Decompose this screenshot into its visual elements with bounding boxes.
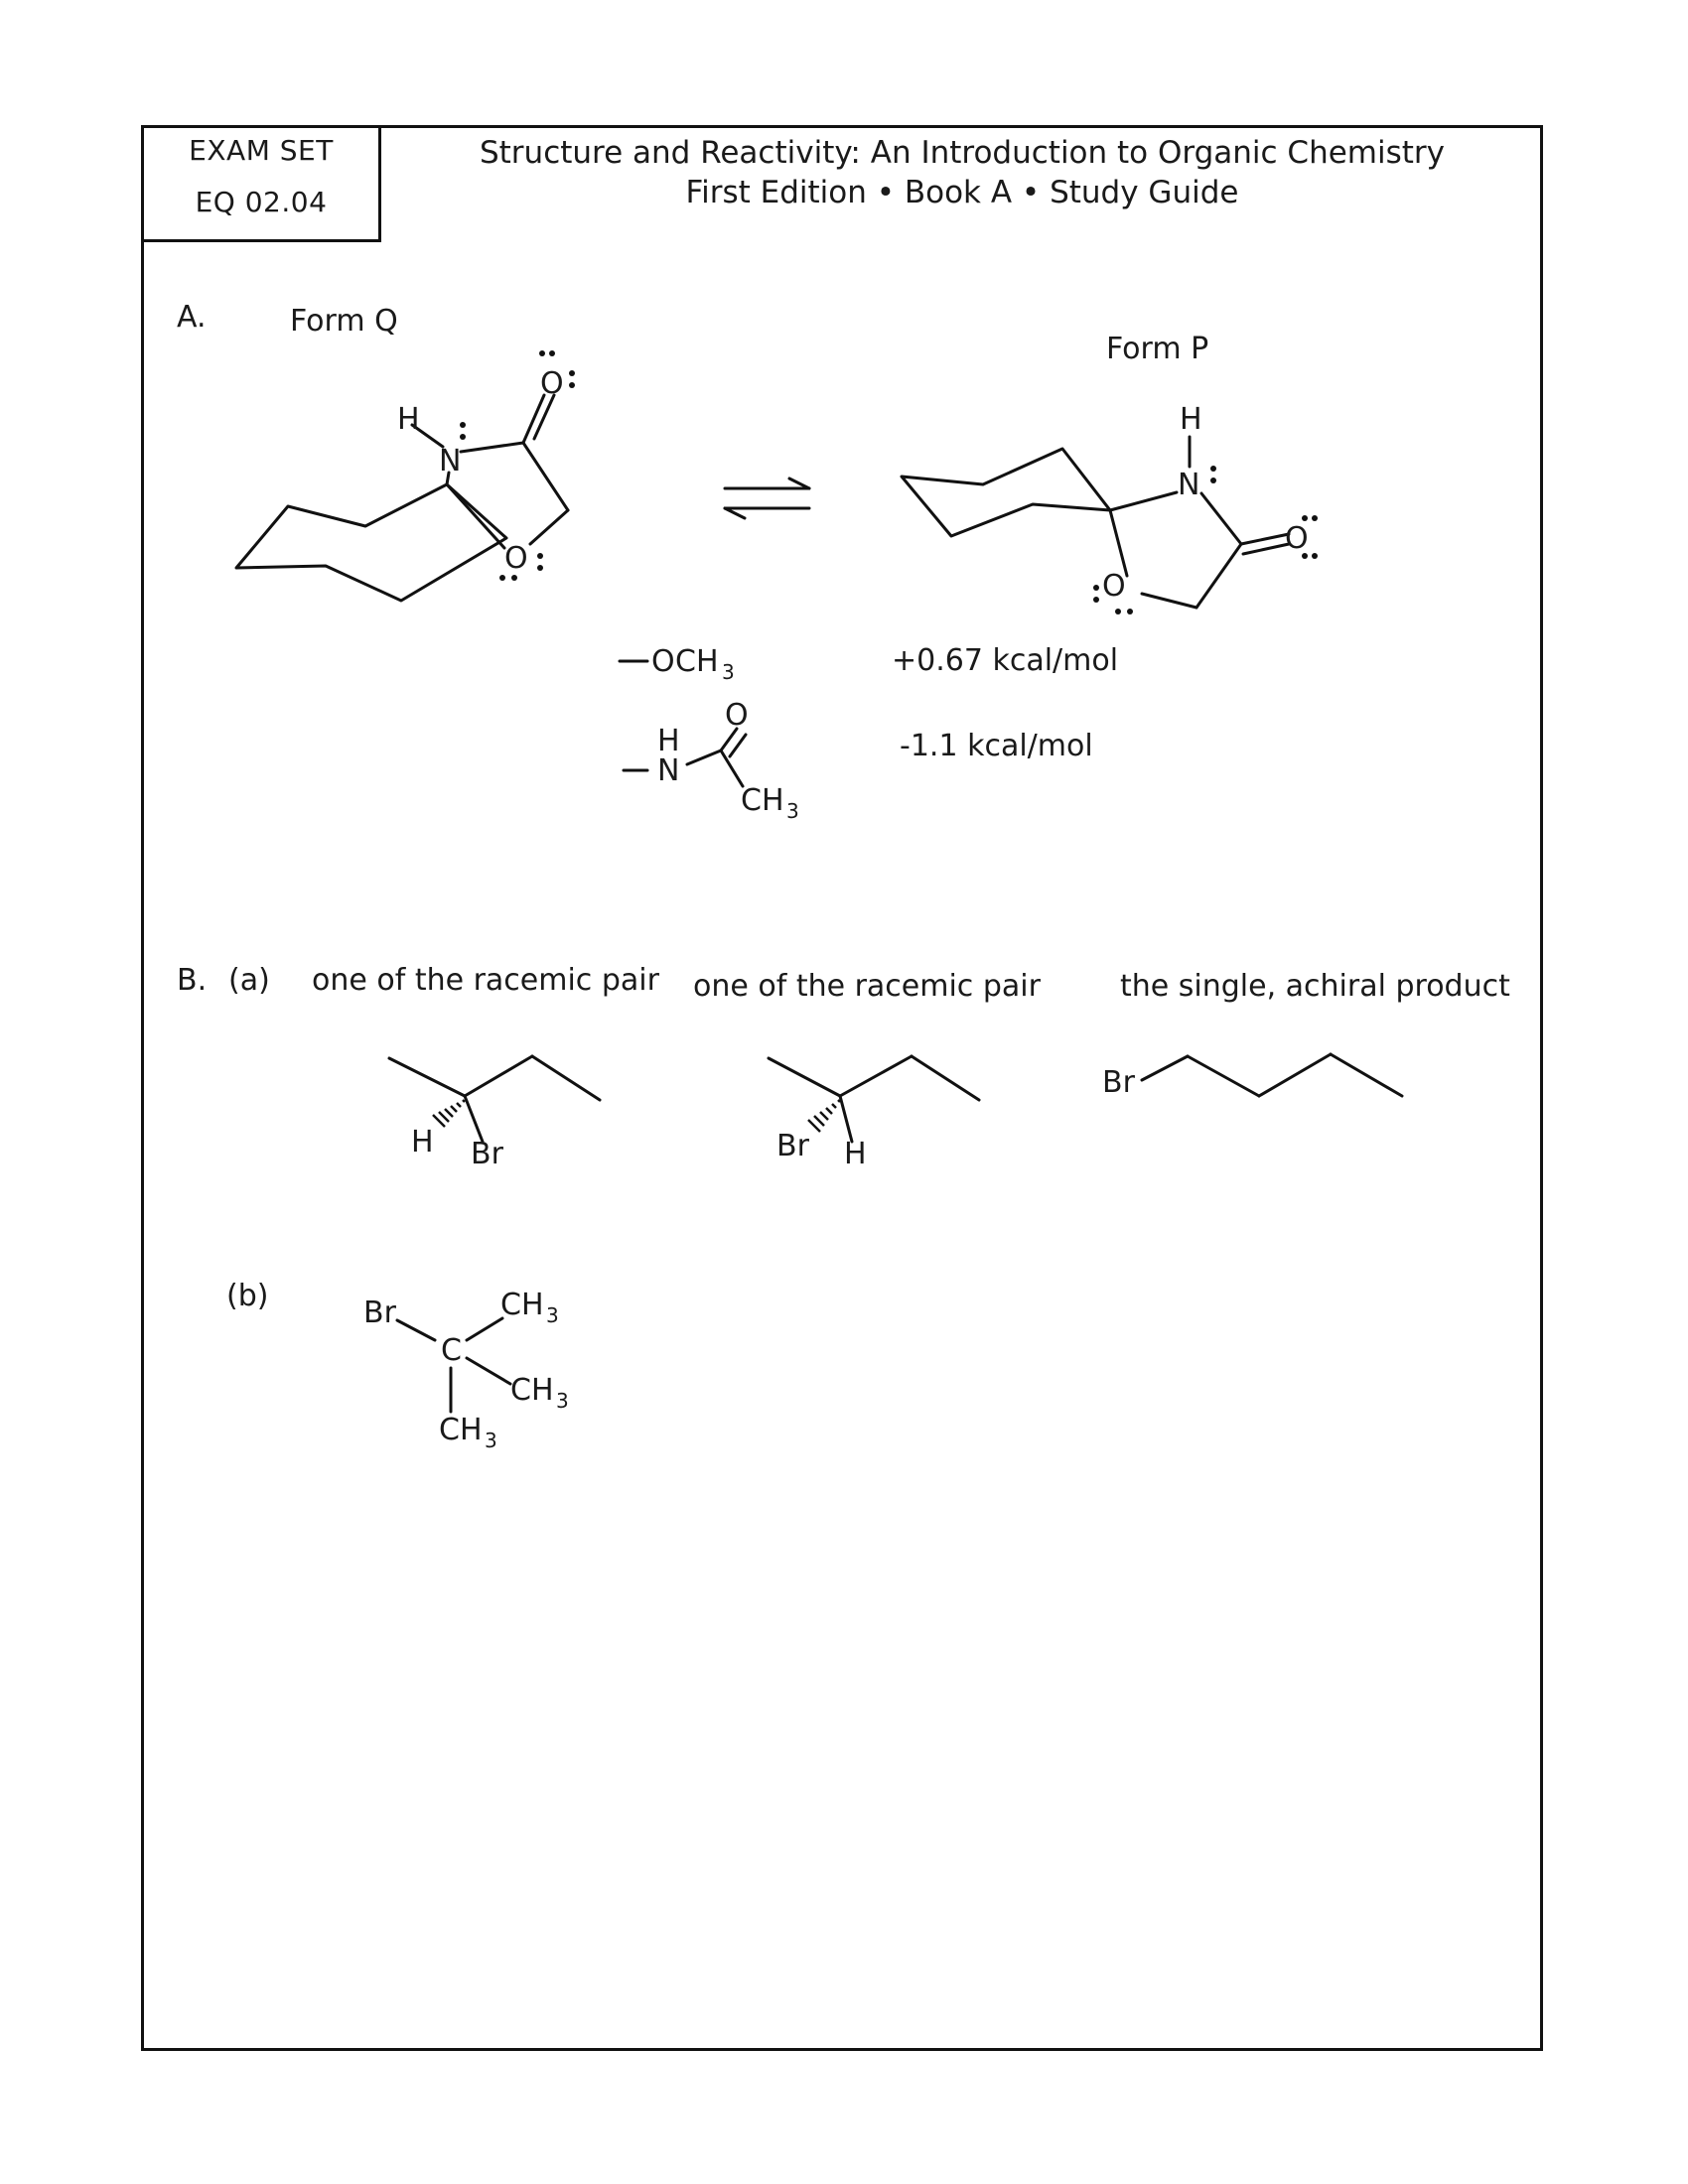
form-q-h: H — [397, 402, 420, 437]
tbubr-sub3-right: 3 — [556, 1389, 569, 1413]
tbubr-sub3-bottom: 3 — [485, 1429, 497, 1452]
form-p-oxazolidinone-ring — [1110, 437, 1289, 608]
form-q-n: N — [439, 444, 462, 478]
form-p-carbonyl-o: O — [1285, 521, 1309, 556]
product-3-br: Br — [1102, 1065, 1135, 1100]
tbubr-sub3-top: 3 — [546, 1303, 559, 1327]
form-q-label: Form Q — [290, 304, 398, 339]
product-2-caption: one of the racemic pair — [693, 969, 1041, 1004]
tbubr-ch-right: CH — [510, 1373, 554, 1408]
product-2-br: Br — [776, 1129, 809, 1163]
acetamido-h: H — [657, 724, 680, 758]
exam-set-label: EXAM SET — [189, 134, 334, 167]
tbubr-br: Br — [363, 1296, 396, 1330]
och3-sub3: 3 — [722, 660, 735, 684]
part-b-label: B. — [177, 963, 208, 998]
acetamido-ch: CH — [741, 783, 784, 818]
hashed-wedge-2 — [808, 1100, 840, 1132]
book-title: Structure and Reactivity: An Introduction to Organic Chemistry — [479, 135, 1446, 171]
tbubr-ch-top: CH — [500, 1288, 544, 1322]
form-p-n: N — [1178, 468, 1200, 502]
part-a-label: A. — [177, 300, 207, 335]
tbubr-ch-bottom: CH — [439, 1413, 483, 1447]
acetamido-n: N — [657, 753, 680, 788]
och3-ch: CH — [675, 644, 719, 679]
product-1-br: Br — [471, 1137, 503, 1171]
book-subtitle: First Edition • Book A • Study Guide — [685, 175, 1239, 210]
exam-code: EQ 02.04 — [195, 186, 328, 218]
product-2-h: H — [844, 1137, 867, 1171]
acetamido-bonds — [624, 729, 746, 786]
form-p-label: Form P — [1106, 332, 1209, 366]
product-3-skeleton — [1142, 1054, 1402, 1096]
product-1-h: H — [411, 1125, 434, 1160]
och3-o: O — [651, 644, 675, 679]
form-p-h: H — [1180, 402, 1202, 437]
acetamido-energy: -1.1 kcal/mol — [900, 729, 1093, 763]
acetamido-o: O — [725, 698, 749, 733]
product-3-caption: the single, achiral product — [1120, 969, 1510, 1004]
tbubr-c: C — [441, 1333, 462, 1368]
form-p-ring-o: O — [1102, 569, 1126, 604]
form-p-cyclohexane-ring — [902, 449, 1110, 536]
form-q-cyclohexane-ring — [236, 484, 506, 601]
acetamido-sub3: 3 — [786, 799, 799, 823]
form-q-carbonyl-o: O — [540, 366, 564, 401]
part-b-a-label: (a) — [228, 963, 270, 998]
och3-energy: +0.67 kcal/mol — [892, 643, 1119, 678]
form-q-ring-o: O — [504, 541, 528, 576]
equilibrium-arrows — [725, 478, 809, 518]
part-b-b-label: (b) — [226, 1279, 269, 1313]
hashed-wedge-1 — [433, 1100, 465, 1127]
product-1-caption: one of the racemic pair — [312, 963, 659, 998]
